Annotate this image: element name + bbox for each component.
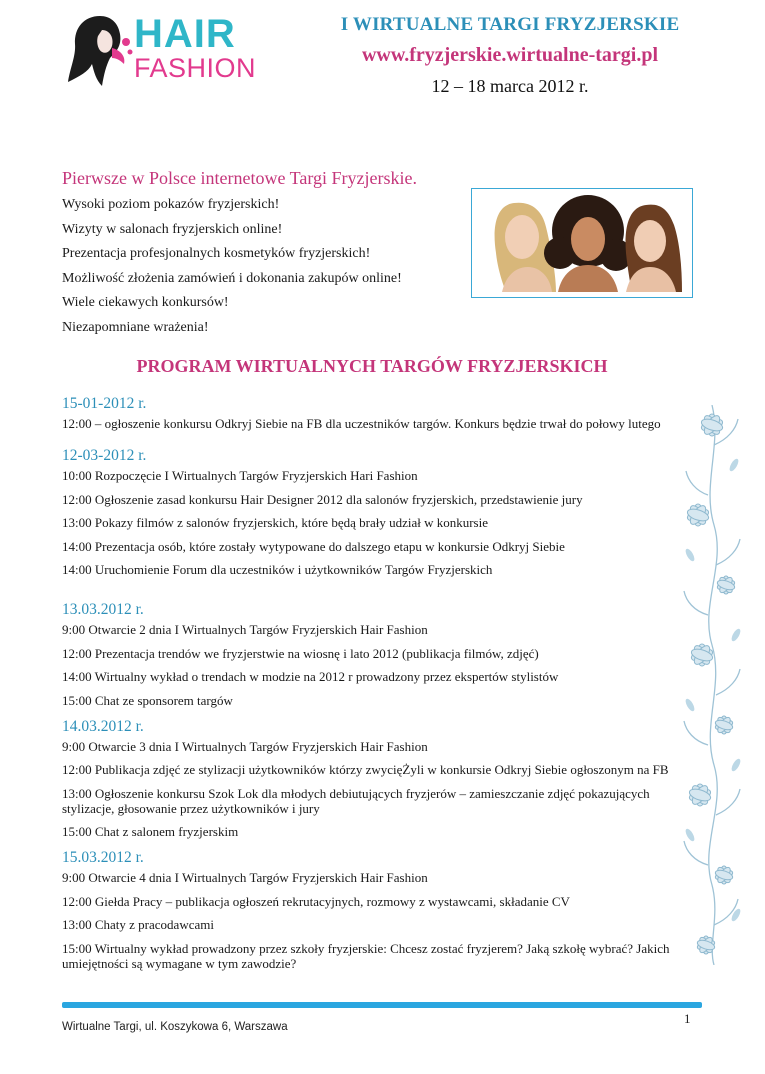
event-item: 12:00 Ogłoszenie zasad konkursu Hair Designer 2012 dla salonów fryzjerskich, przedstawienie jury — [62, 491, 583, 507]
day-section — [62, 393, 676, 439]
three-women-image — [476, 193, 687, 292]
event-item: 12:00 Prezentacja trendów we fryzjerstwie na wiosnę i lato 2012 (publikacja filmów, zdjęć) — [62, 645, 539, 661]
page-number: 1 — [684, 1011, 691, 1026]
day-section — [62, 716, 676, 848]
event-item: 15:00 Chat ze sponsorem targów — [62, 692, 233, 708]
day-date: 12-03-2012 r. — [62, 447, 147, 465]
intro-item: Wiele ciekawych konkursów! — [62, 295, 229, 311]
event-item: 10:00 Rozpoczęcie I Wirtualnych Targów Fryzjerskich Hari Fashion — [62, 468, 418, 484]
event-item: 9:00 Otwarcie 3 dnia I Wirtualnych Targów Fryzjerskich Hair Fashion — [62, 738, 428, 754]
day-section — [62, 445, 676, 585]
intro-item: Prezentacja profesjonalnych kosmetyków fryzjerskich! — [62, 246, 371, 262]
day-section — [62, 847, 676, 979]
day-date: 15.03.2012 r. — [62, 849, 144, 867]
intro-list — [62, 196, 462, 344]
intro-item: Możliwość złożenia zamówień i dokonania zakupów online! — [62, 270, 402, 286]
logo-word-hair: HAIR — [134, 12, 236, 56]
event-item: 14:00 Prezentacja osób, które zostały wytypowane do dalszego etapu w konkursie Odkryj Siebie — [62, 538, 565, 554]
event-item: 15:00 Chat z salonem fryzjerskim — [62, 824, 239, 840]
event-item: 9:00 Otwarcie 4 dnia I Wirtualnych Targów Fryzjerskich Hair Fashion — [62, 870, 428, 886]
event-title: I WIRTUALNE TARGI FRYZJERSKIE — [340, 14, 680, 35]
program-schedule — [62, 393, 676, 979]
floral-border-decoration — [678, 405, 748, 965]
day-date: 14.03.2012 r. — [62, 717, 144, 735]
intro-item: Wysoki poziom pokazów fryzjerskich! — [62, 197, 280, 212]
models-photo — [471, 188, 693, 298]
event-item: 12:00 – ogłoszenie konkursu Odkryj Siebie na FB dla uczestników targów. Konkurs będzie trwał do połowy lutego — [62, 416, 661, 431]
intro-item: Niezapomniane wrażenia! — [62, 319, 209, 335]
event-item: 12:00 Publikacja zdjęć ze stylizacji użytkowników którzy zwycięŻyli w konkursie Odkryj Siebie ogłoszonym na FB — [62, 762, 669, 778]
logo-word-fashion: FASHION — [134, 53, 257, 83]
day-date: 13.03.2012 r. — [62, 601, 144, 619]
event-item: 14:00 Uruchomienie Forum dla uczestników i użytkowników Targów Fryzjerskich — [62, 561, 493, 577]
intro-headline: Pierwsze w Polsce internetowe Targi Fryzjerskie. — [62, 168, 417, 188]
footer-divider — [62, 1002, 702, 1008]
event-item: 13:00 Ogłoszenie konkursu Szok Lok dla młodych debiutujących fryzjerów – zamieszczanie zdjęć pokazujących stylizacje, głosowanie przez użytkowników i jury — [62, 785, 650, 816]
event-item: 12:00 Giełda Pracy – publikacja ogłoszeń rekrutacyjnych, rozmowy z wystawcami, składanie CV — [62, 893, 570, 909]
footer-address: Wirtualne Targi, ul. Koszykowa 6, Warszawa — [62, 1021, 288, 1033]
event-url-link[interactable]: www.fryzjerskie.wirtualne-targi.pl — [361, 44, 659, 66]
event-dates: 12 – 18 marca 2012 r. — [431, 76, 589, 96]
day-date: 15-01-2012 r. — [62, 395, 147, 412]
event-item: 9:00 Otwarcie 2 dnia I Wirtualnych Targów Fryzjerskich Hair Fashion — [62, 622, 428, 638]
event-item: 15:00 Wirtualny wykład prowadzony przez szkoły fryzjerskie: Chcesz zostać fryzjerem? Jaką szkołę wybrać? Jakich umiejętności są wymagane w tym zawodzie? — [62, 940, 670, 971]
event-item: 13:00 Pokazy filmów z salonów fryzjerskich, które będą brały udział w konkursie — [62, 515, 488, 531]
event-item: 13:00 Chaty z pracodawcami — [62, 917, 214, 933]
hair-fashion-logo — [66, 12, 256, 88]
event-item: 14:00 Wirtualny wykład o trendach w modzie na 2012 r prowadzony przez ekspertów stylistów — [62, 669, 559, 685]
flower-vine-icon — [678, 405, 748, 965]
program-title: PROGRAM WIRTUALNYCH TARGÓW FRYZJERSKICH — [136, 356, 608, 376]
woman-silhouette-icon — [66, 12, 136, 88]
intro-item: Wizyty w salonach fryzjerskich online! — [62, 221, 283, 237]
day-section — [62, 599, 676, 716]
